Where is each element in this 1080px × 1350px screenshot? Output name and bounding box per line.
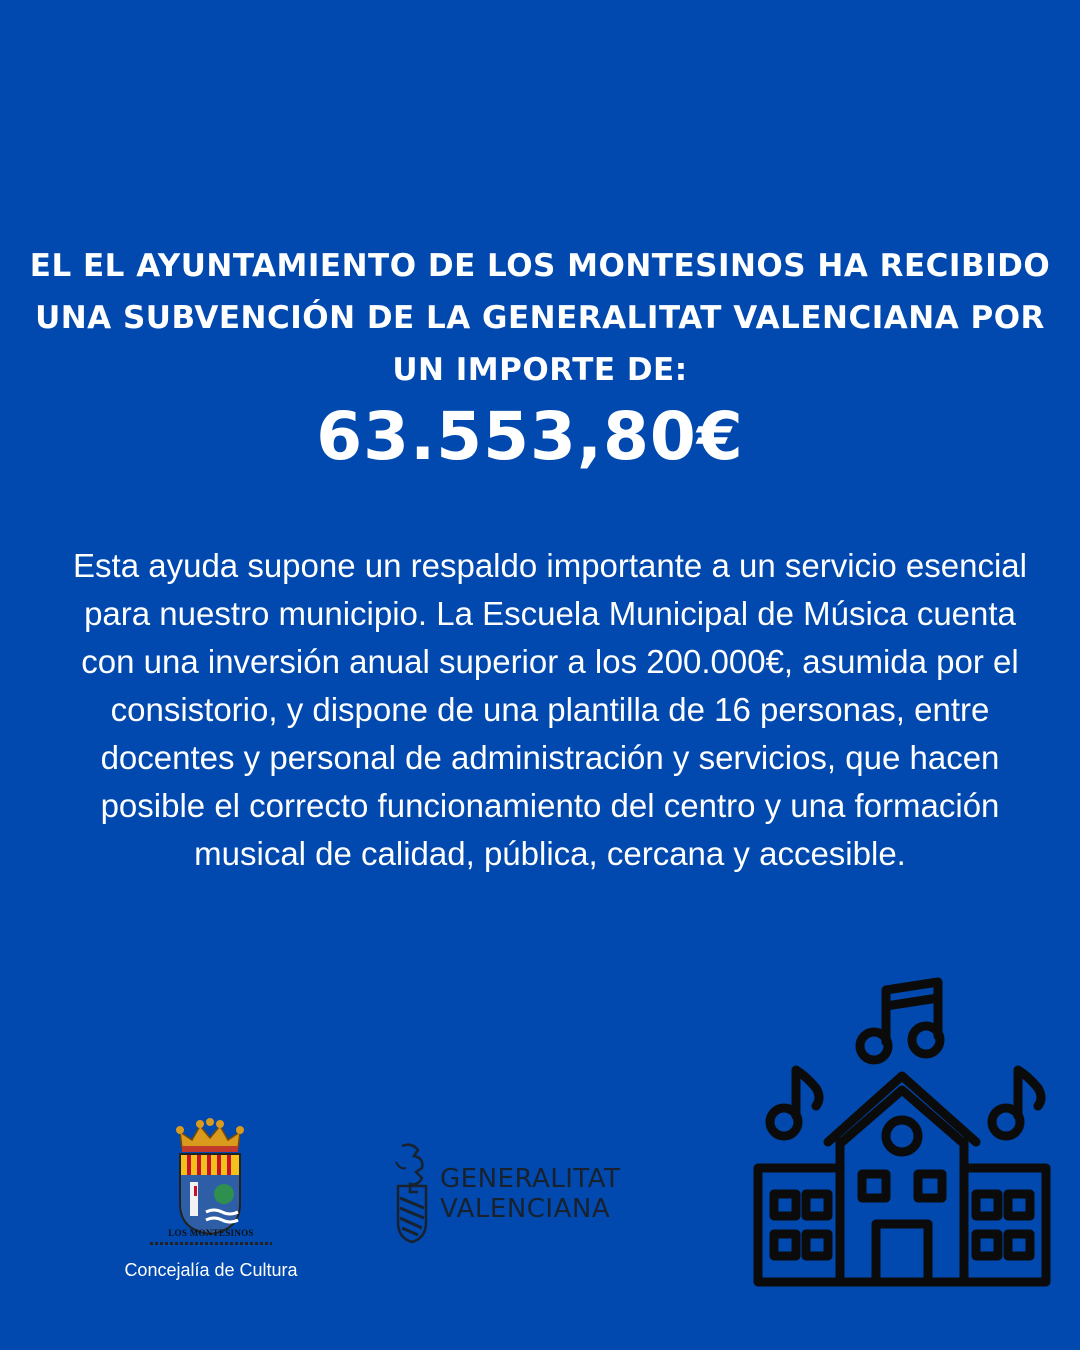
- crest-caption: LOS MONTESINOS: [168, 1228, 254, 1238]
- generalitat-logo: [388, 1142, 648, 1252]
- body-paragraph: Esta ayuda supone un respaldo importante a un servicio esencial para nuestro municipio. La Escuela Municipal de Música cuenta con una inversión anual superior a los 200.000€, asumida por el consistorio, y dispone de una plantilla de 16 personas, entre docentes y personal de administración y servicios, que hacen posible el correcto funcionamiento del centro y una formación musical de calidad, pública, cercana y accesible.: [73, 547, 1027, 872]
- generalitat-logo-icon: [388, 1142, 436, 1246]
- generalitat-line-1: GENERALITAT: [440, 1164, 621, 1194]
- department-label: Concejalía de Cultura: [124, 1260, 298, 1280]
- crest-subcaption-line: [150, 1242, 272, 1245]
- music-school-icon: [752, 976, 1052, 1288]
- generalitat-text: [440, 1164, 620, 1224]
- headline: EL EL AYUNTAMIENTO DE LOS MONTESINOS HA RECIBIDO UNA SUBVENCIÓN DE LA GENERALITAT VALENCIANA POR UN IMPORTE DE:: [29, 248, 1051, 388]
- generalitat-line-2: VALENCIANA: [440, 1194, 611, 1224]
- subsidy-amount: 63.553,80€: [316, 398, 744, 475]
